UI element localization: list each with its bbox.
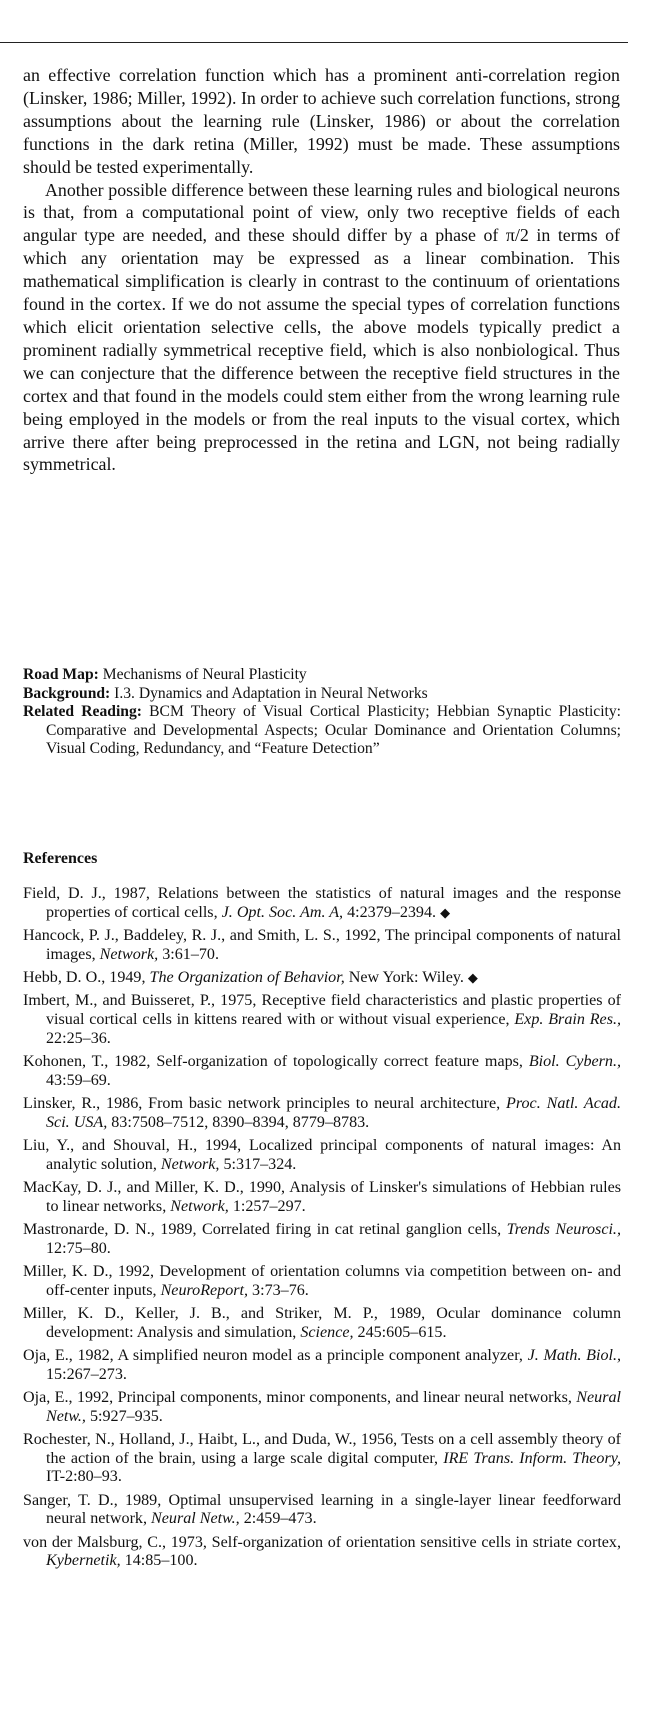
reference-entry (23, 1431, 621, 1487)
reference-text: Kohonen, T., 1982, Self-organization of topologically correct feature maps, (23, 1052, 529, 1070)
diamond-icon: ◆ (440, 904, 451, 920)
reference-text: von der Malsburg, C., 1973, Self-organization of orientation sensitive cells in striate cortex, (23, 1533, 621, 1551)
road-map-line (23, 666, 621, 685)
reference-volume-pages: 4:2379–2394. (343, 903, 437, 921)
reference-entry (23, 1263, 621, 1301)
road-map-label: Road Map: (23, 666, 99, 683)
background-line (23, 685, 621, 704)
reference-volume-pages: 245:605–615. (353, 1323, 447, 1341)
reference-volume-pages: 3:61–70. (158, 945, 220, 963)
reference-entry (23, 1221, 621, 1259)
reference-journal: J. Math. Biol., (527, 1346, 622, 1364)
reference-volume-pages: 2:459–473. (239, 1510, 317, 1528)
reference-volume-pages: 3:73–76. (248, 1281, 309, 1299)
reference-journal: Proc. Natl. Acad. Sci. USA, (46, 1094, 621, 1131)
reference-volume-pages: 5:927–935. (85, 1407, 163, 1425)
reference-journal: IRE Trans. Inform. Theory, (443, 1449, 622, 1467)
reference-volume-pages: 14:85–100. (120, 1552, 198, 1570)
reference-volume-pages: 5:317–324. (219, 1155, 297, 1173)
reference-entry (23, 885, 621, 923)
reference-entry (23, 1053, 621, 1091)
reference-text: Miller, K. D., 1992, Development of orientation columns via competition between on- and off-center inputs, (23, 1262, 621, 1299)
reference-entry (23, 1389, 621, 1427)
references-heading: References (23, 850, 98, 867)
reference-entry (23, 927, 621, 965)
reference-entry (23, 1305, 621, 1343)
reference-text: Sanger, T. D., 1989, Optimal unsupervised learning in a single-layer linear feedforward neural network, (23, 1491, 621, 1528)
reference-volume-pages: New York: Wiley. (344, 968, 464, 986)
related-reading-label: Related Reading: (23, 703, 142, 720)
reference-journal: Trends Neurosci., (506, 1220, 621, 1238)
reference-text: Oja, E., 1982, A simplified neuron model as a principle component analyzer, (23, 1346, 528, 1364)
reference-text: Hebb, D. O., 1949, (23, 968, 150, 986)
background-value: I.3. Dynamics and Adaptation in Neural Networks (114, 684, 428, 702)
background-label: Background: (23, 684, 111, 702)
reference-text: MacKay, D. J., and Miller, K. D., 1990, Analysis of Linsker's simulations of Hebbian rules to linear networks, (23, 1178, 621, 1215)
reference-volume-pages: 1:257–297. (228, 1197, 306, 1215)
diamond-icon: ◆ (467, 969, 478, 985)
reference-volume-pages: 83:7508–7512, 8390–8394, 8779–8783. (107, 1113, 370, 1131)
reference-volume-pages: 15:267–273. (46, 1365, 127, 1383)
road-map-value: Mechanisms of Neural Plasticity (102, 666, 307, 683)
reference-entry (23, 992, 621, 1048)
reference-journal: Network, (160, 1155, 220, 1173)
reference-text: Linsker, R., 1986, From basic network principles to neural architecture, (23, 1094, 507, 1112)
reference-journal: Biol. Cybern., (528, 1052, 621, 1070)
reference-volume-pages: IT-2:80–93. (46, 1468, 122, 1486)
body-text (23, 64, 620, 476)
references-list (23, 885, 621, 1576)
reference-text: Hancock, P. J., Baddeley, R. J., and Smith, L. S., 1992, The principal components of natural images, (23, 926, 621, 963)
reference-journal: J. Opt. Soc. Am. A, (221, 903, 344, 921)
top-rule (0, 42, 628, 43)
related-reading-value: BCM Theory of Visual Cortical Plasticity; Hebbian Synaptic Plasticity: Comparative and Developmental Aspects; Ocular Dominance and Orientation Columns; Visual Coding, Redundancy, and “Feature Detection” (46, 703, 621, 757)
road-map-block (23, 666, 621, 759)
reference-journal: Neural Netw., (46, 1388, 621, 1425)
reference-journal: Exp. Brain Res., (514, 1010, 621, 1028)
reference-journal: Science, (300, 1323, 354, 1341)
reference-entry (23, 1492, 621, 1530)
reference-journal: Network, (170, 1197, 229, 1215)
reference-volume-pages: 43:59–69. (46, 1071, 111, 1089)
reference-entry (23, 1347, 621, 1385)
reference-journal: Kybernetik, (46, 1552, 121, 1570)
reference-entry (23, 1095, 621, 1133)
reference-journal: The Organization of Behavior, (149, 968, 345, 986)
reference-volume-pages: 22:25–36. (46, 1029, 111, 1047)
reference-entry (23, 1534, 621, 1572)
reference-text: Oja, E., 1992, Principal components, minor components, and linear neural networks, (23, 1388, 577, 1406)
reference-journal: NeuroReport, (160, 1281, 249, 1299)
reference-text: Field, D. J., 1987, Relations between the statistics of natural images and the response properties of cortical cells, (23, 885, 621, 921)
reference-journal: Neural Netw., (151, 1510, 240, 1528)
reference-journal: Network, (99, 945, 159, 963)
related-reading-line (23, 703, 621, 759)
body-paragraph: Another possible difference between these learning rules and biological neurons is that, from a computational point of view, only two receptive fields of each angular type are needed, and these should differ by a phase of π/2 in terms of which any orientation may be expressed as a linear combination. This mathematical simplification is clearly in contrast to the continuum of orientations found in the cortex. If we do not assume the special types of correlation functions which elicit orientation selective cells, the above models typically predict a prominent radially symmetrical receptive field, which is also nonbiological. Thus we can conjecture that the difference between the receptive field structures in the cortex and that found in the models could stem either from the wrong learning rule being employed in the models or from the real inputs to the visual cortex, which arrive there after being preprocessed in the retina and LGN, not being radially symmetrical. (23, 179, 620, 475)
reference-text: Liu, Y., and Shouval, H., 1994, Localized principal components of natural images: An analytic solution, (23, 1136, 621, 1173)
reference-text: Mastronarde, D. N., 1989, Correlated firing in cat retinal ganglion cells, (23, 1220, 507, 1238)
body-paragraph: an effective correlation function which has a prominent anti-correlation region (Linsker, 1986; Miller, 1992). In order to achieve such correlation functions, strong assumptions about the learning rule (Linsker, 1986) or about the correlation functions in the dark retina (Miller, 1992) must be made. These assumptions should be tested experimentally. (23, 65, 620, 177)
reference-text: Miller, K. D., Keller, J. B., and Striker, M. P., 1989, Ocular dominance column development: Analysis and simulation, (23, 1304, 621, 1341)
reference-text: Rochester, N., Holland, J., Haibt, L., and Duda, W., 1956, Tests on a cell assembly theory of the action of the brain, using a large scale digital computer, (23, 1430, 621, 1467)
reference-entry (23, 969, 621, 988)
reference-entry (23, 1179, 621, 1217)
reference-text: Imbert, M., and Buisseret, P., 1975, Receptive field characteristics and plastic properties of visual cortical cells in kittens reared with or without visual experience, (23, 992, 621, 1028)
reference-entry (23, 1137, 621, 1175)
reference-volume-pages: 12:75–80. (46, 1239, 111, 1257)
